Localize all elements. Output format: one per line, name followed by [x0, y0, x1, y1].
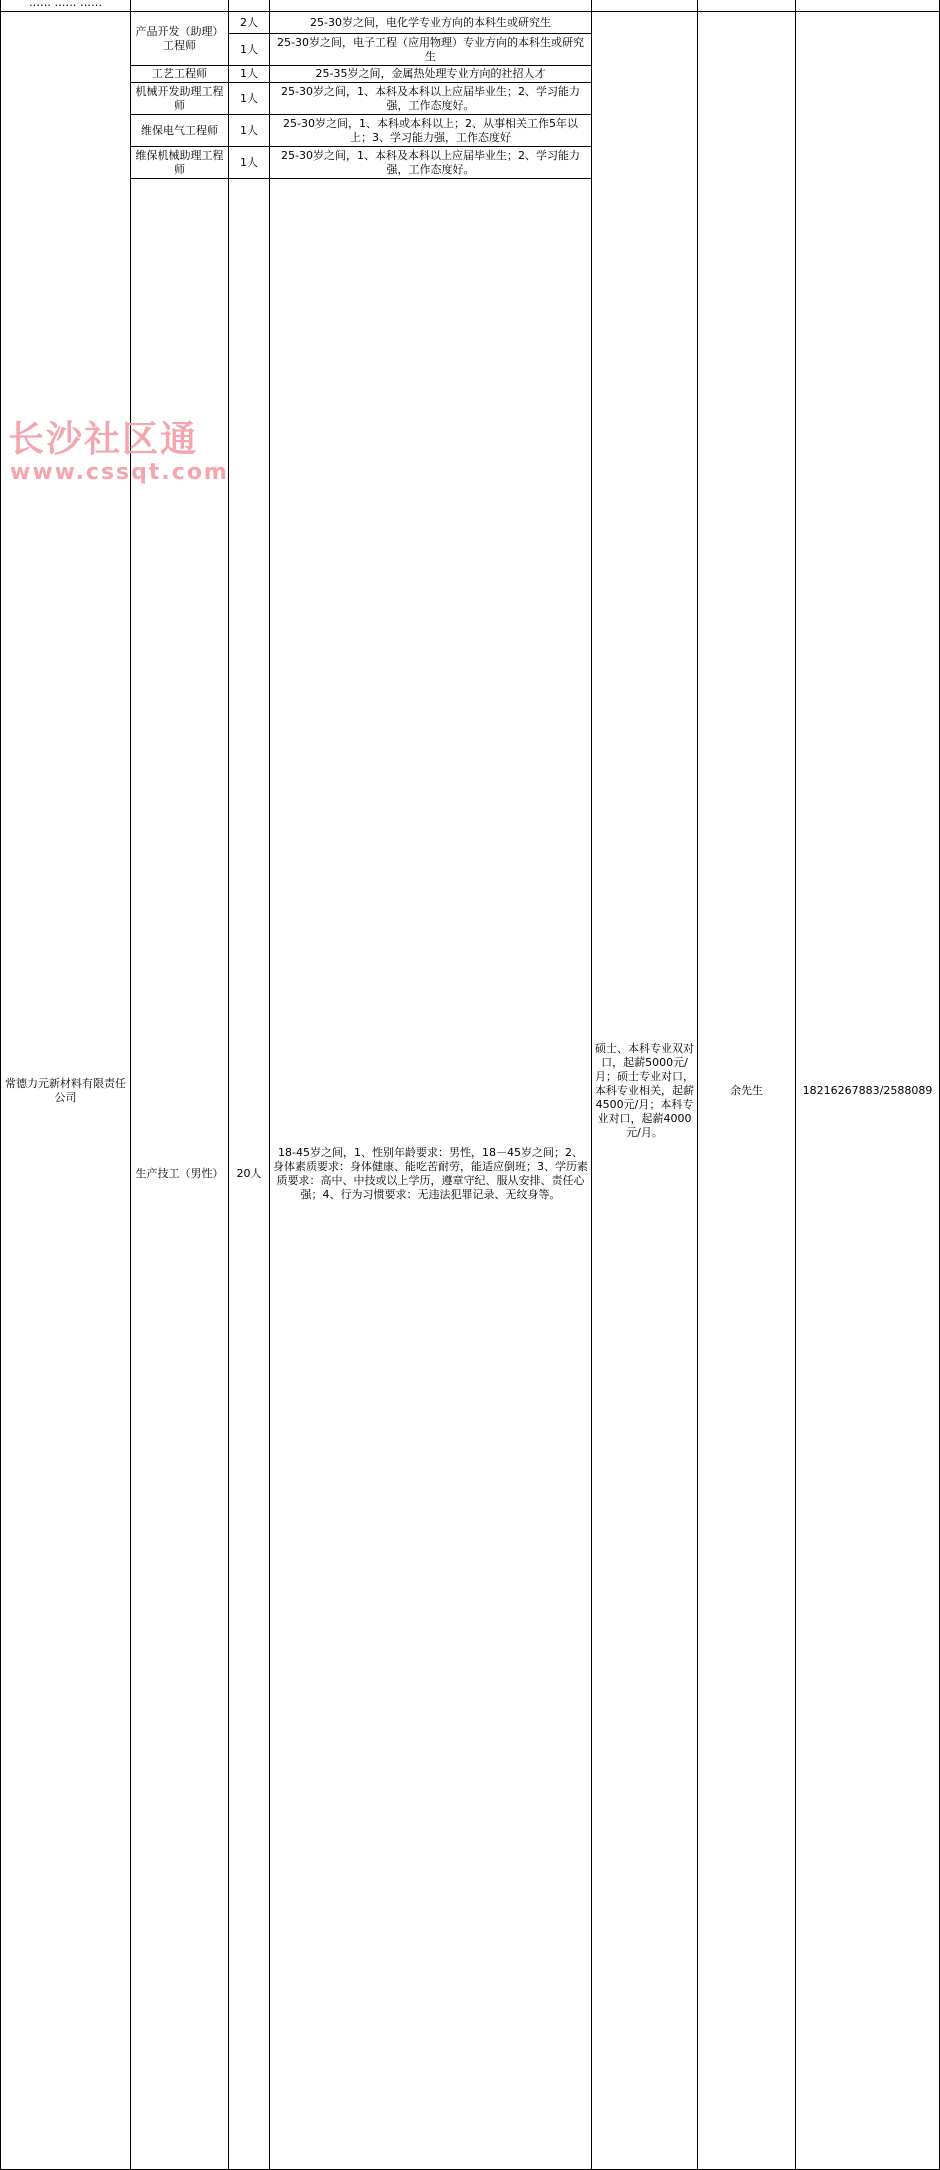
position-cell: 产品开发（助理）工程师 [131, 12, 229, 66]
cut-off-cell: …… …… …… [1, 0, 131, 12]
cut-off-cell [592, 0, 698, 12]
contact-phone-cell: 18216267883/2588089 [796, 12, 940, 2170]
watermark-title: 长沙社区通 [8, 419, 199, 460]
headcount-cell: 1人 [229, 83, 270, 115]
requirement-cell: 25-30岁之间，1、本科及本科以上应届毕业生；2、学习能力强，工作态度好。 [270, 147, 592, 179]
requirement-cell: 18-45岁之间，1、性别年龄要求：男性，18－45岁之间；2、身体素质要求：身体健康、能吃苦耐劳，能适应倒班；3、学历素质要求：高中、中技或以上学历，遵章守纪、服从安排、责任心强；4、行为习惯要求：无违法犯罪记录、无纹身等。 [270, 179, 592, 2170]
cut-off-cell [229, 0, 270, 12]
position-cell: 维保电气工程师 [131, 115, 229, 147]
requirement-cell: 25-35岁之间，金属热处理专业方向的社招人才 [270, 66, 592, 83]
position-cell: 维保机械助理工程师 [131, 147, 229, 179]
requirement-cell: 25-30岁之间，1、本科及本科以上应届毕业生；2、学习能力强，工作态度好。 [270, 83, 592, 115]
headcount-cell: 2人 [229, 12, 270, 34]
requirement-cell: 25-30岁之间，1、本科或本科以上；2、从事相关工作5年以上；3、学习能力强，工作态度好 [270, 115, 592, 147]
table-row [1, 0, 940, 12]
cut-off-cell [698, 0, 796, 12]
position-cell: 工艺工程师 [131, 66, 229, 83]
headcount-cell: 1人 [229, 66, 270, 83]
watermark-url: www.cssqt.com [10, 460, 229, 485]
headcount-cell: 1人 [229, 147, 270, 179]
headcount-cell: 1人 [229, 34, 270, 66]
requirement-cell: 25-30岁之间，电子工程（应用物理）专业方向的本科生或研究生 [270, 34, 592, 66]
cut-off-cell [270, 0, 592, 12]
table-row [1, 12, 940, 34]
headcount-cell: 20人 [229, 179, 270, 2170]
requirement-cell: 25-30岁之间，电化学专业方向的本科生或研究生 [270, 12, 592, 34]
company-name-cell: 常德力元新材料有限责任公司 [1, 12, 131, 2170]
position-cell: 生产技工（男性） [131, 179, 229, 2170]
headcount-cell: 1人 [229, 115, 270, 147]
contact-name-cell: 余先生 [698, 12, 796, 2170]
site-watermark [8, 420, 228, 492]
position-cell: 机械开发助理工程师 [131, 83, 229, 115]
cut-off-cell [796, 0, 940, 12]
salary-engineers-cell: 硕士、本科专业双对口，起薪5000元/月；硕士专业对口，本科专业相关，起薪4500元/月；本科专业对口，起薪4000元/月。 [592, 12, 698, 2170]
cut-off-cell [131, 0, 229, 12]
